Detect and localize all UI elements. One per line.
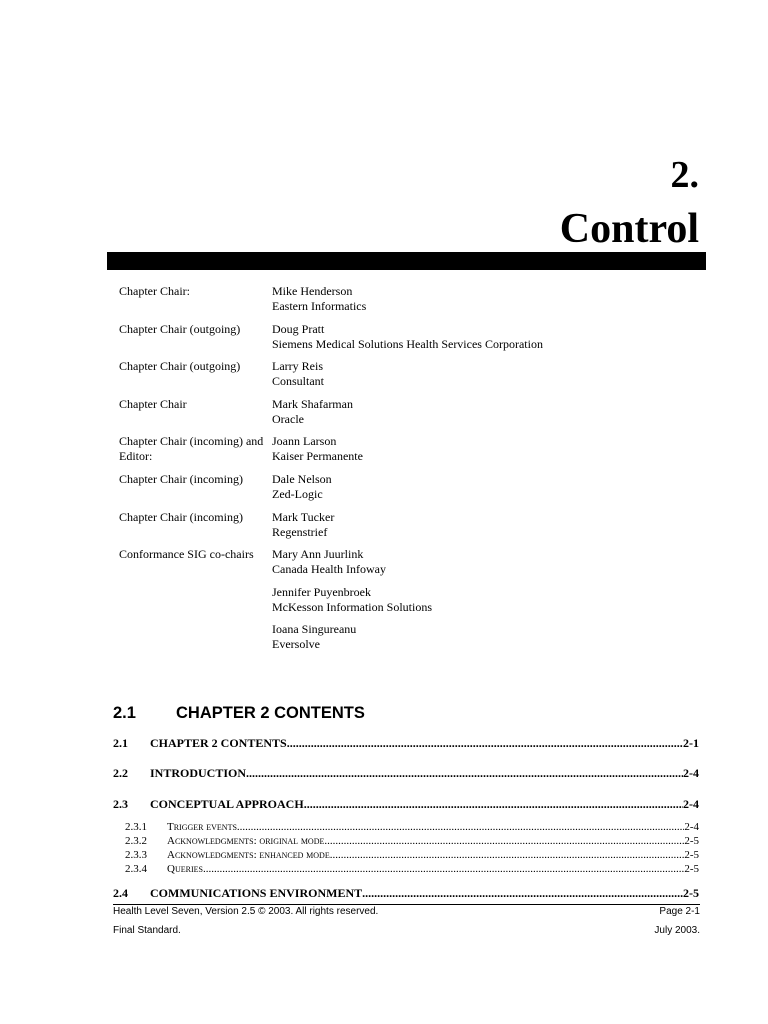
chair-org: McKesson Information Solutions — [272, 599, 432, 614]
chapter-number: 2. — [670, 154, 699, 196]
chair-name: Dale Nelson — [272, 471, 332, 486]
chair-name: Mary Ann Juurlink — [272, 547, 364, 562]
toc-page: 2-4 — [683, 797, 699, 811]
chair-role: Chapter Chair (incoming) and Editor: — [119, 434, 264, 464]
toc-title: CONCEPTUAL APPROACH — [150, 797, 304, 811]
toc-page: 2-5 — [684, 863, 699, 875]
chair-person — [272, 472, 699, 502]
toc-page: 2-5 — [683, 886, 699, 900]
toc-page: 2-4 — [684, 821, 699, 833]
toc-number: 2.3.4 — [125, 863, 147, 875]
footer-line-2 — [113, 925, 700, 936]
chair-org: Consultant — [272, 374, 325, 389]
chair-org: Eversolve — [272, 637, 320, 652]
chair-role: Chapter Chair (incoming) — [119, 509, 243, 524]
chair-person — [272, 359, 699, 389]
toc-entry[interactable] — [113, 849, 699, 863]
chair-role — [119, 622, 272, 652]
toc-number: 2.3.3 — [125, 849, 147, 861]
chair-name: Mike Henderson — [272, 284, 353, 298]
chair-row — [119, 397, 699, 427]
toc-leader-dots — [237, 821, 684, 833]
chair-person — [272, 284, 699, 314]
section-number: 2.1 — [113, 704, 136, 722]
toc-number: 2.3.2 — [125, 835, 147, 847]
toc-number: 2.3 — [113, 797, 128, 811]
chair-role: Chapter Chair (outgoing) — [119, 359, 241, 374]
chair-row — [119, 472, 699, 502]
toc-entry[interactable] — [113, 797, 699, 813]
toc-leader-dots — [246, 766, 683, 781]
chair-row — [119, 322, 699, 352]
toc-number: 2.2 — [113, 766, 128, 780]
chair-role: Chapter Chair: — [119, 284, 190, 298]
toc-leader-dots — [362, 886, 683, 901]
toc-entry[interactable] — [113, 821, 699, 835]
toc-entry[interactable] — [113, 736, 699, 752]
footer-page-number: Page 2-1 — [659, 906, 700, 917]
toc-title: Acknowledgments: original mode — [167, 835, 325, 847]
chair-name: Ioana Singureanu — [272, 622, 357, 637]
toc-page: 2-5 — [684, 835, 699, 847]
toc-title: INTRODUCTION — [150, 766, 247, 780]
chapter-title: Control — [559, 206, 699, 252]
toc-leader-dots — [304, 797, 683, 812]
toc-entry[interactable] — [113, 886, 699, 902]
chair-org: Regenstrief — [272, 524, 328, 539]
chair-name: Mark Tucker — [272, 509, 335, 524]
toc-number: 2.1 — [113, 736, 128, 750]
toc-leader-dots — [203, 863, 684, 875]
chair-name: Jennifer Puyenbroek — [272, 584, 371, 599]
chair-org: Eastern Informatics — [272, 299, 367, 313]
toc-entry[interactable] — [113, 835, 699, 849]
section-title: CHAPTER 2 CONTENTS — [176, 704, 365, 722]
chair-name: Mark Shafarman — [272, 396, 353, 411]
toc-entry[interactable] — [113, 863, 699, 877]
chair-role — [119, 585, 272, 615]
chair-row — [119, 434, 699, 464]
toc-number: 2.4 — [113, 886, 128, 900]
chair-org: Kaiser Permanente — [272, 449, 363, 464]
chair-name: Doug Pratt — [272, 321, 325, 336]
chair-role: Conformance SIG co-chairs — [119, 547, 254, 562]
footer-copyright: Health Level Seven, Version 2.5 © 2003. All rights reserved. — [113, 906, 379, 917]
chair-person — [272, 547, 699, 577]
chair-row — [119, 622, 699, 652]
toc-title: Queries — [167, 863, 203, 875]
chair-row — [119, 547, 699, 577]
toc-leader-dots — [287, 736, 683, 751]
chair-org: Zed-Logic — [272, 486, 323, 501]
chair-person — [272, 397, 699, 427]
chair-role: Chapter Chair — [119, 396, 187, 411]
chair-role: Chapter Chair (outgoing) — [119, 321, 241, 336]
toc-title: Trigger events — [167, 821, 237, 833]
chair-name: Larry Reis — [272, 359, 323, 374]
section-heading — [113, 704, 703, 723]
toc-page: 2-5 — [684, 849, 699, 861]
toc-page: 2-1 — [683, 736, 699, 750]
toc-entry[interactable] — [113, 766, 699, 782]
chair-person — [272, 510, 699, 540]
toc-leader-dots — [330, 849, 685, 861]
toc-number: 2.3.1 — [125, 821, 147, 833]
footer-line-1 — [113, 906, 700, 917]
chair-person — [272, 322, 699, 352]
toc-title: Acknowledgments: enhanced mode — [167, 849, 330, 861]
chair-row — [119, 510, 699, 540]
chair-row — [119, 284, 699, 314]
chair-org: Canada Health Infoway — [272, 562, 386, 577]
footer-date: July 2003. — [654, 925, 700, 936]
chair-role: Chapter Chair (incoming) — [119, 471, 243, 486]
toc-page: 2-4 — [683, 766, 699, 780]
toc-leader-dots — [324, 835, 684, 847]
chair-org: Siemens Medical Solutions Health Services Corporation — [272, 336, 543, 351]
chair-org: Oracle — [272, 411, 304, 426]
chair-row — [119, 585, 699, 615]
footer-status: Final Standard. — [113, 925, 181, 936]
chair-row — [119, 359, 699, 389]
toc-title: CHAPTER 2 CONTENTS — [150, 736, 287, 750]
title-bar-divider — [107, 252, 706, 270]
toc-title: COMMUNICATIONS ENVIRONMENT — [150, 886, 363, 900]
chair-person — [272, 434, 699, 464]
chapter-chairs-list — [119, 284, 699, 660]
chair-name: Joann Larson — [272, 434, 337, 449]
chair-person — [272, 585, 699, 615]
footer-rule — [113, 904, 700, 905]
chair-person — [272, 622, 699, 652]
